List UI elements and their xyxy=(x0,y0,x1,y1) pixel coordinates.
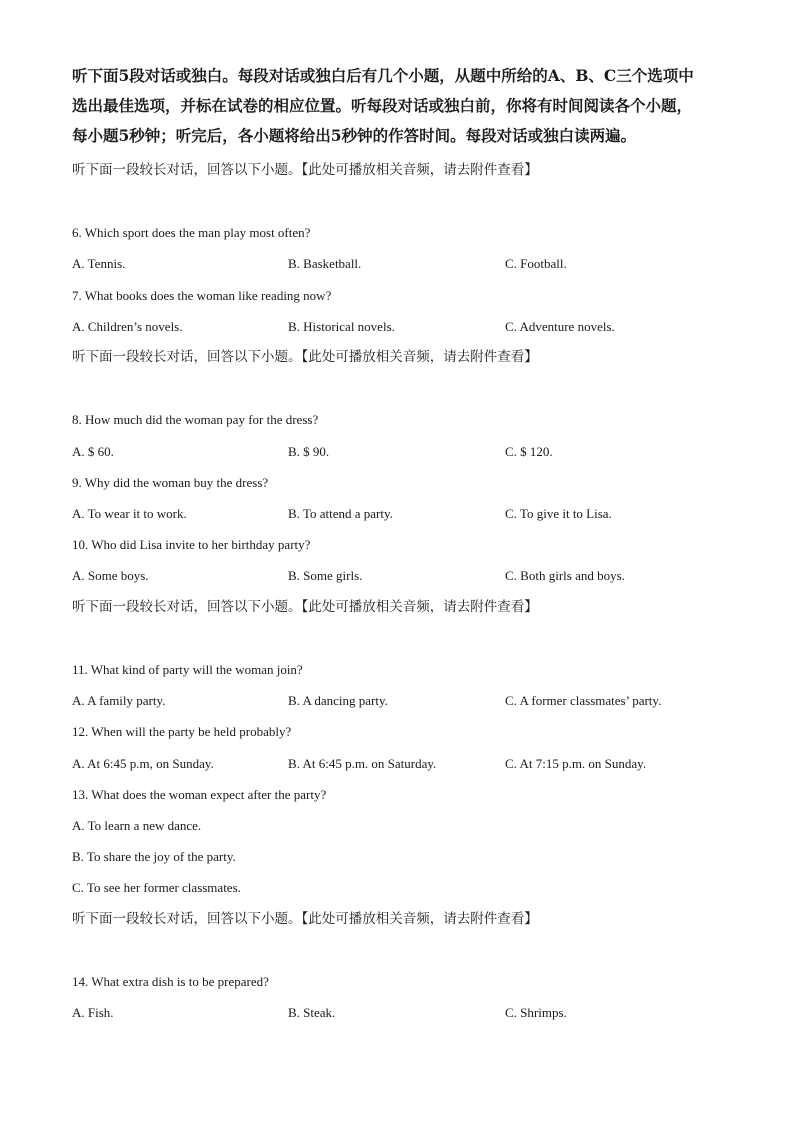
option-12a: A. At 6:45 p.m, on Sunday. xyxy=(72,756,214,771)
option-10b: B. Some girls. xyxy=(288,568,363,583)
option-6a: A. Tennis. xyxy=(72,256,126,271)
option-9a: A. To wear it to work. xyxy=(72,506,187,521)
question-12: 12. When will the party be held probably? xyxy=(72,724,292,739)
dialogue-instruction: 听下面一段较长对话，回答以下小题。【此处可播放相关音频，请去附件查看】 xyxy=(72,599,538,615)
question-13: 13. What does the woman expect after the party? xyxy=(72,787,327,802)
section-intro-line-2: 选出最佳选项，并标在试卷的相应位置。听每段对话或独白前，你将有时间阅读各个小题， xyxy=(72,96,693,115)
dialogue-instruction: 听下面一段较长对话，回答以下小题。【此处可播放相关音频，请去附件查看】 xyxy=(72,162,538,178)
option-8a: A. $ 60. xyxy=(72,444,114,459)
option-7c: C. Adventure novels. xyxy=(505,319,615,334)
option-6c: C. Football. xyxy=(505,256,567,271)
option-13c: C. To see her former classmates. xyxy=(72,880,241,895)
dialogue-instruction: 听下面一段较长对话，回答以下小题。【此处可播放相关音频，请去附件查看】 xyxy=(72,349,538,365)
question-14: 14. What extra dish is to be prepared? xyxy=(72,974,269,989)
option-10c: C. Both girls and boys. xyxy=(505,568,625,583)
question-6: 6. Which sport does the man play most often? xyxy=(72,225,311,240)
option-12b: B. At 6:45 p.m. on Saturday. xyxy=(288,756,437,771)
question-11: 11. What kind of party will the woman join? xyxy=(72,662,303,677)
option-6b: B. Basketball. xyxy=(288,256,362,271)
option-8b: B. $ 90. xyxy=(288,444,330,459)
question-10: 10. Who did Lisa invite to her birthday party? xyxy=(72,537,311,552)
option-14b: B. Steak. xyxy=(288,1005,336,1020)
option-12c: C. At 7:15 p.m. on Sunday. xyxy=(505,756,647,771)
question-9: 9. Why did the woman buy the dress? xyxy=(72,475,269,490)
option-9c: C. To give it to Lisa. xyxy=(505,506,612,521)
option-7a: A. Children’s novels. xyxy=(72,319,183,334)
question-7: 7. What books does the woman like reading now? xyxy=(72,288,332,303)
dialogue-instruction: 听下面一段较长对话，回答以下小题。【此处可播放相关音频，请去附件查看】 xyxy=(72,911,538,927)
option-13a: A. To learn a new dance. xyxy=(72,818,202,833)
section-intro-line-3: 每小题5秒钟；听完后，各小题将给出5秒钟的作答时间。每段对话或独白读两遍。 xyxy=(72,126,637,145)
option-13b: B. To share the joy of the party. xyxy=(72,849,236,864)
section-intro-line-1: 听下面5段对话或独白。每段对话或独白后有几个小题，从题中所给的A、B、C三个选项中 xyxy=(72,66,694,85)
option-11b: B. A dancing party. xyxy=(288,693,388,708)
option-14a: A. Fish. xyxy=(72,1005,114,1020)
option-9b: B. To attend a party. xyxy=(288,506,393,521)
option-11a: A. A family party. xyxy=(72,693,166,708)
option-14c: C. Shrimps. xyxy=(505,1005,567,1020)
question-8: 8. How much did the woman pay for the dress? xyxy=(72,412,319,427)
option-8c: C. $ 120. xyxy=(505,444,553,459)
option-10a: A. Some boys. xyxy=(72,568,149,583)
option-11c: C. A former classmates’ party. xyxy=(505,693,662,708)
option-7b: B. Historical novels. xyxy=(288,319,395,334)
